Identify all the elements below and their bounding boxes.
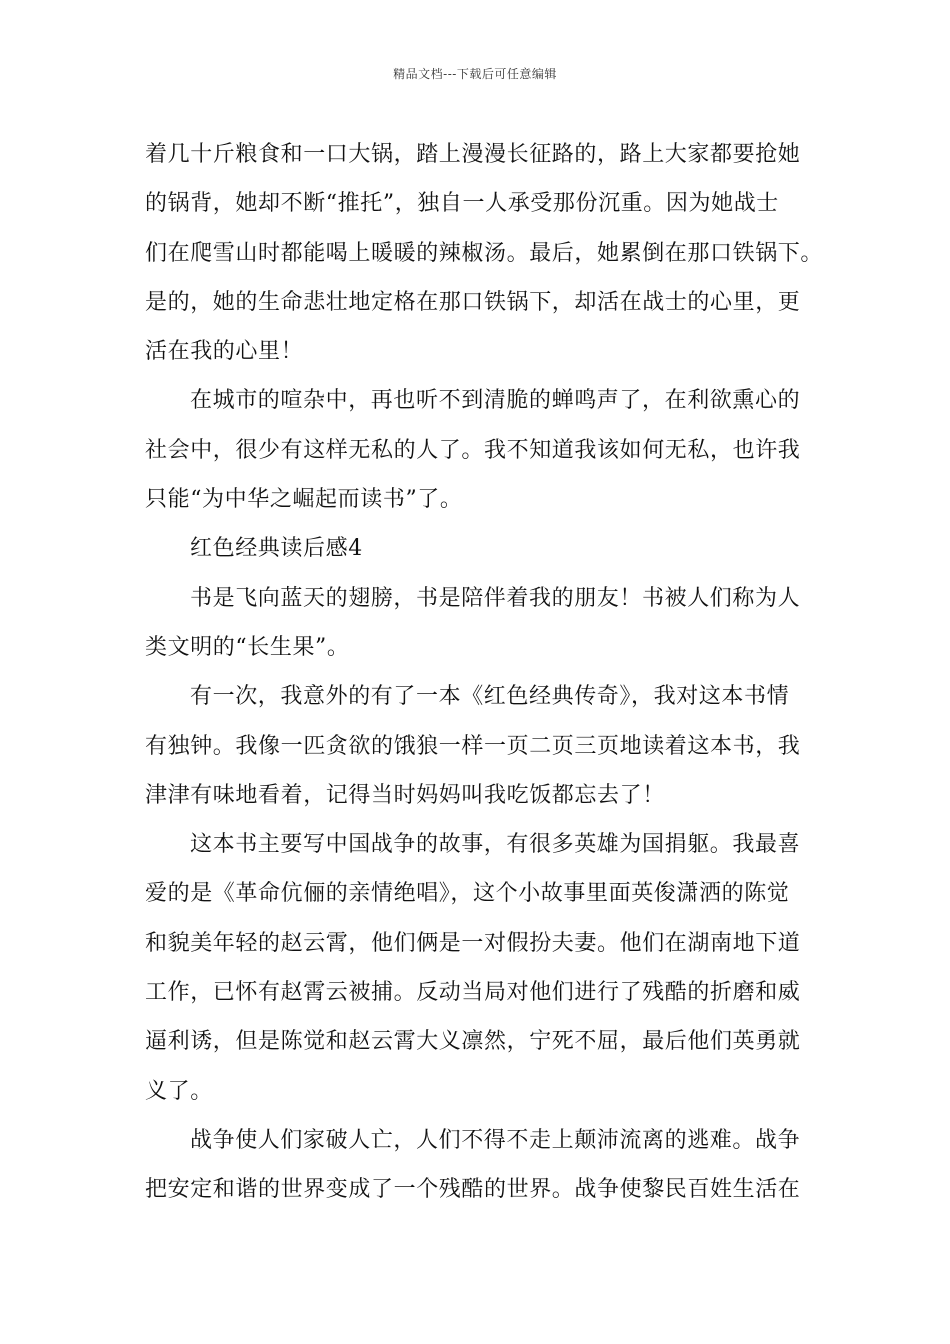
text-line: 只能“为中华之崛起而读书”了。 [145,487,463,513]
section-heading: 红色经典读后感4 [190,536,363,562]
text-line: 们在爬雪山时都能喝上暖暖的辣椒汤。最后，她累倒在那口铁锅下。 [145,240,824,266]
text-line: 有独钟。我像一匹贪欲的饿狼一样一页二页三页地读着这本书，我 [145,733,801,759]
text-line: 是的，她的生命悲壮地定格在那口铁锅下，却活在战士的心里，更 [145,289,801,315]
text-line: 逼利诱，但是陈觉和赵云霄大义凛然，宁死不屈，最后他们英勇就 [145,1029,801,1055]
text-line: 这本书主要写中国战争的故事，有很多英雄为国捐躯。我最喜 [190,832,801,858]
text-line: 书是飞向蓝天的翅膀，书是陪伴着我的朋友！书被人们称为人 [190,585,801,611]
text-line: 在城市的喧杂中，再也听不到清脆的蝉鸣声了，在利欲熏心的 [190,388,801,414]
page-header: 精品文档---下载后可任意编辑 [393,67,557,81]
text-line: 活在我的心里！ [145,339,304,365]
text-line: 着几十斤粮食和一口大锅，踏上漫漫长征路的，路上大家都要抢她 [145,142,801,167]
text-line: 爱的是《革命伉俪的亲情绝唱》，这个小故事里面英俊潇洒的陈觉 [145,881,790,907]
text-line: 的锅背，她却不断“推托”，独自一人承受那份沉重。因为她战士 [145,191,779,217]
text-line: 战争使人们家破人亡，人们不得不走上颠沛流离的逃难。战争 [190,1127,801,1153]
text-line: 津津有味地看着，记得当时妈妈叫我吃饭都忘去了！ [145,782,665,808]
text-line: 类文明的“长生果”。 [145,634,350,660]
text-line: 有一次，我意外的有了一本《红色经典传奇》，我对这本书情 [190,684,790,710]
text-line: 和貌美年轻的赵云霄，他们俩是一对假扮夫妻。他们在湖南地下道 [145,930,801,956]
text-line: 把安定和谐的世界变成了一个残酷的世界。战争使黎民百姓生活在 [145,1177,801,1203]
text-line: 工作，已怀有赵霄云被捕。反动当局对他们进行了残酷的折磨和威 [145,980,801,1006]
document-body [145,130,824,1215]
text-line: 社会中，很少有这样无私的人了。我不知道我该如何无私，也许我 [145,437,801,463]
text-line: 义了。 [145,1078,213,1104]
